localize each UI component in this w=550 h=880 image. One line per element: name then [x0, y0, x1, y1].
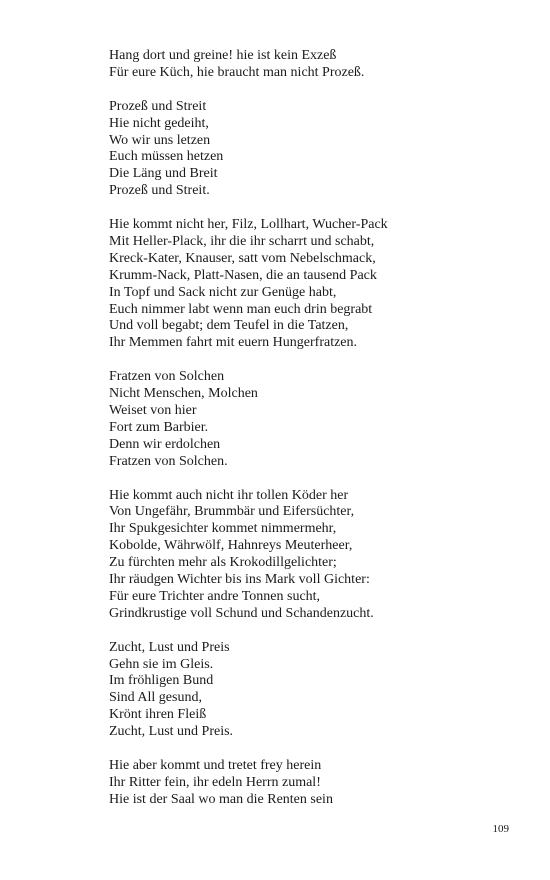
verse-line: Grindkrustige voll Schund und Schandenzucht. — [109, 605, 374, 621]
verse-line: Für eure Trichter andre Tonnen sucht, — [109, 588, 321, 604]
verse-line: Gehn sie im Gleis. — [109, 656, 214, 672]
verse-line: Ihr Memmen fahrt mit euern Hungerfratzen. — [109, 335, 358, 351]
verse-line: Von Ungefähr, Brummbär und Eifersüchter, — [109, 504, 355, 520]
verse-line: Und voll begabt; dem Teufel in die Tatzen, — [109, 318, 349, 334]
verse-line: Hie aber kommt und tretet frey herein — [109, 757, 322, 773]
verse-line: Für eure Küch, hie braucht man nicht Prozeß. — [109, 64, 365, 80]
stanza-1 — [109, 48, 529, 82]
stanza-7 — [109, 758, 529, 809]
verse-line: Denn wir erdolchen — [109, 436, 221, 452]
stanza-3 — [109, 217, 529, 352]
verse-line: Prozeß und Streit. — [109, 183, 210, 199]
verse-line: Sind All gesund, — [109, 690, 202, 706]
verse-line: Wo wir uns letzen — [109, 132, 211, 148]
verse-line: Kreck-Kater, Knauser, satt vom Nebelschmack, — [109, 250, 376, 266]
stanza-2 — [109, 99, 529, 200]
verse-line: Euch nimmer labt wenn man euch drin begrabt — [109, 301, 373, 317]
verse-line: Mit Heller-Plack, ihr die ihr scharrt und schabt, — [109, 233, 375, 249]
verse-line: Hie kommt nicht her, Filz, Lollhart, Wucher-Pack — [109, 217, 388, 233]
verse-line: Kobolde, Währwölf, Hahnreys Meuterheer, — [109, 538, 353, 554]
verse-line: Ihr Spukgesichter kommet nimmermehr, — [109, 521, 337, 537]
verse-line: Fratzen von Solchen — [109, 369, 225, 385]
verse-line: Fratzen von Solchen. — [109, 453, 228, 469]
page-number: 109 — [492, 823, 509, 835]
verse-line: Zu fürchten mehr als Krokodillgelichter; — [109, 555, 337, 571]
stanza-4 — [109, 369, 529, 470]
verse-line: Weiset von hier — [109, 402, 197, 418]
verse-line: Hie nicht gedeiht, — [109, 115, 209, 131]
poem-text — [109, 48, 529, 826]
verse-line: Im fröhligen Bund — [109, 673, 214, 689]
verse-line: Ihr Ritter fein, ihr edeln Herrn zumal! — [109, 774, 321, 790]
verse-line: Zucht, Lust und Preis. — [109, 724, 234, 740]
verse-line: Fort zum Barbier. — [109, 419, 209, 435]
verse-line: Hang dort und greine! hie ist kein Exzeß — [109, 48, 337, 63]
verse-line: Krumm-Nack, Platt-Nasen, die an tausend Pack — [109, 267, 377, 283]
verse-line: Zucht, Lust und Preis — [109, 639, 230, 655]
verse-line: Euch müssen hetzen — [109, 149, 224, 165]
verse-line: Hie kommt auch nicht ihr tollen Köder her — [109, 487, 349, 503]
verse-line: Ihr räudgen Wichter bis ins Mark voll Gichter: — [109, 572, 370, 588]
verse-line: Krönt ihren Fleiß — [109, 707, 207, 723]
verse-line: In Topf und Sack nicht zur Genüge habt, — [109, 284, 337, 300]
verse-line: Die Läng und Breit — [109, 166, 218, 182]
stanza-5 — [109, 488, 529, 623]
verse-line: Nicht Menschen, Molchen — [109, 386, 258, 402]
verse-line: Prozeß und Streit — [109, 98, 207, 114]
stanza-6 — [109, 640, 529, 741]
verse-line: Hie ist der Saal wo man die Renten sein — [109, 791, 333, 807]
